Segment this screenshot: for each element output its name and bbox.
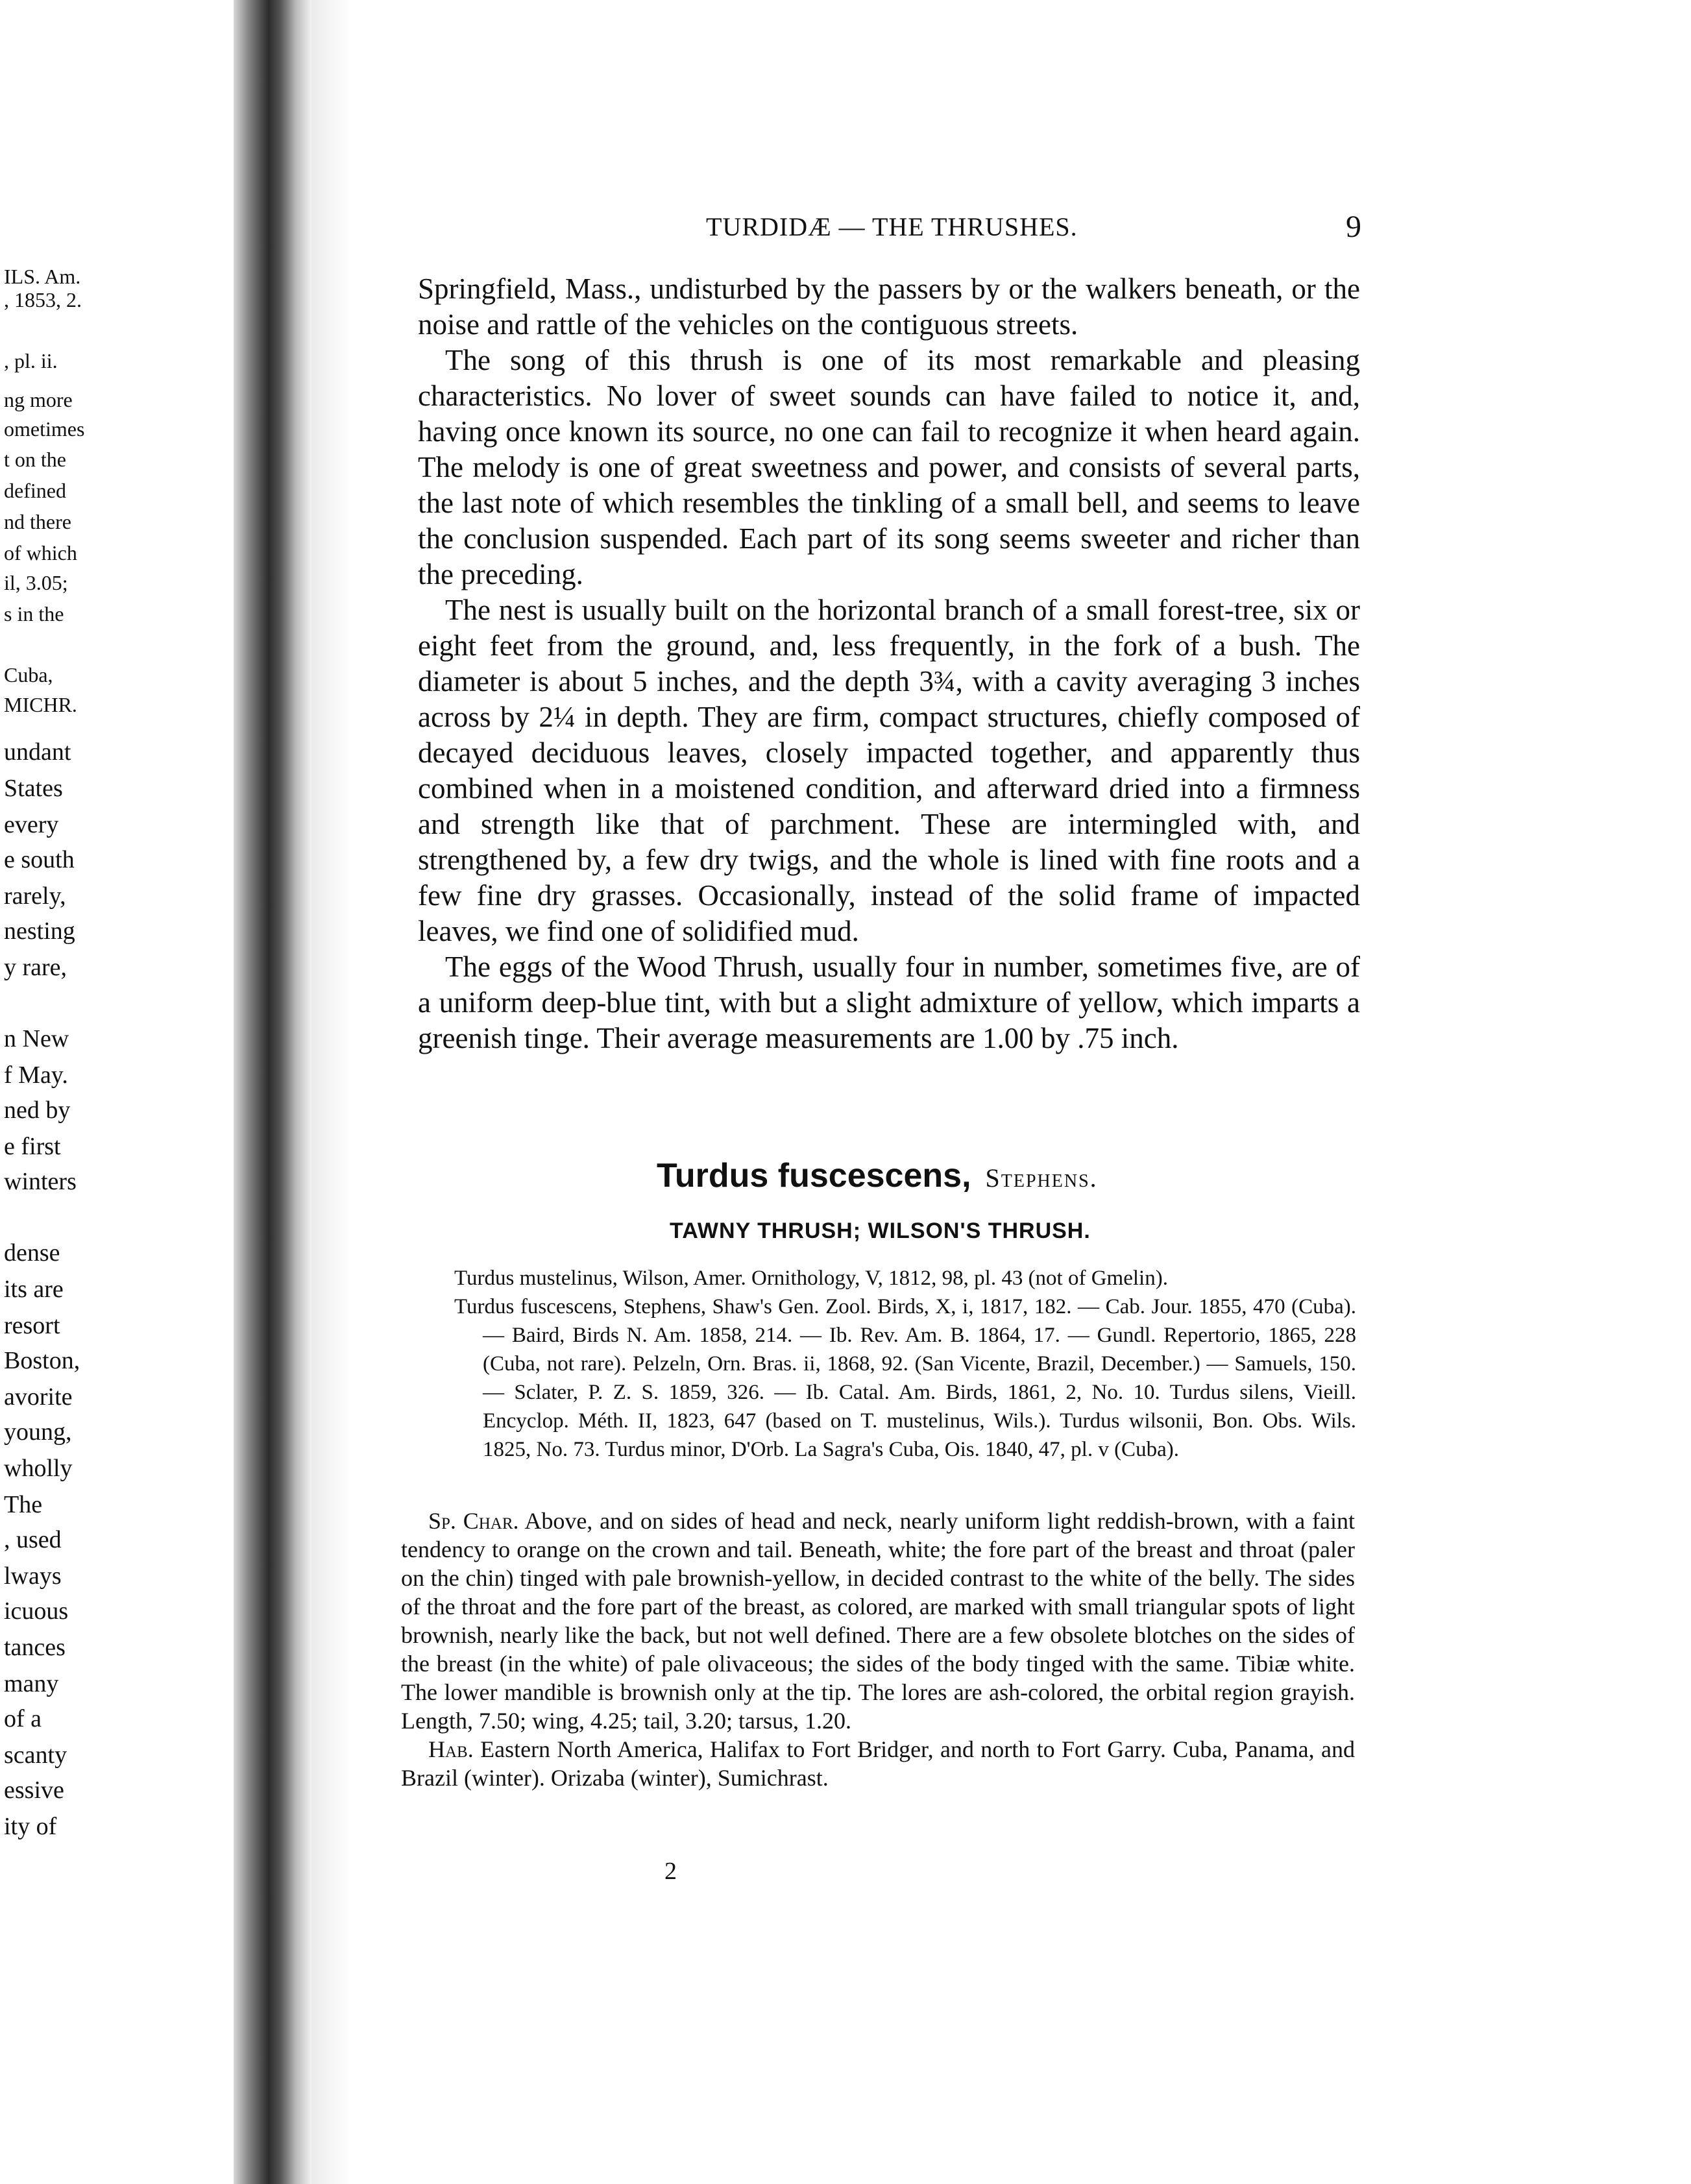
prev-page-line: essive bbox=[4, 1777, 64, 1804]
synonym-entry-1: Turdus mustelinus, Wilson, Amer. Ornithology, V, 1812, 98, pl. 43 (not of Gmelin). bbox=[454, 1267, 1168, 1290]
prev-page-line: Boston, bbox=[4, 1347, 80, 1374]
prev-page-line: s in the bbox=[4, 602, 64, 625]
prev-page-line: wholly bbox=[4, 1455, 73, 1482]
sp-char-label: Sp. Char. bbox=[428, 1508, 519, 1534]
prev-page-line: nesting bbox=[4, 917, 75, 945]
paragraph-1: Springfield, Mass., undisturbed by the passers by or the walkers beneath, or the noise and rattle of the vehicles on the contiguous streets. bbox=[418, 273, 1360, 341]
prev-page-line: of which bbox=[4, 541, 77, 564]
prev-page-line: of a bbox=[4, 1705, 42, 1732]
prev-page-line: scanty bbox=[4, 1741, 67, 1769]
prev-page-line: , pl. ii. bbox=[4, 349, 58, 372]
paragraph-4: The eggs of the Wood Thrush, usually four in number, sometimes five, are of a uniform deep-blue tint, with but a slight admixture of yellow, which imparts a greenish tinge. Their average measurements are 1.00 by .75 inch. bbox=[418, 951, 1360, 1054]
prev-page-line: e south bbox=[4, 846, 75, 873]
book-gutter-shadow bbox=[234, 0, 311, 2184]
prev-page-line: , used bbox=[4, 1526, 62, 1553]
prev-page-line: lways bbox=[4, 1562, 62, 1590]
prev-page-line: young, bbox=[4, 1418, 72, 1446]
prev-page-line: defined bbox=[4, 479, 66, 502]
paragraph-3: The nest is usually built on the horizontal branch of a small forest-tree, six or eight feet from the ground, and, less frequently, in the fork of a bush. The diameter is about 5 inches, and the depth 3¾, with a cavity averaging 3 inches across by 2¼ in depth. They are firm, compact structures, chiefly composed of decayed deciduous leaves, closely impacted together, and apparently thus combined when in a moistened condition, and afterward dried into a firmness and strength like that of parchment. These are intermingled with, and strengthened by, a few dry twigs, and the whole is lined with fine roots and a few fine dry grasses. Occasionally, instead of the solid frame of impacted leaves, we find one of solidified mud. bbox=[418, 594, 1360, 947]
prev-page-line: dense bbox=[4, 1239, 60, 1267]
prev-page-line: ometimes bbox=[4, 417, 85, 441]
prev-page-line: undant bbox=[4, 738, 71, 766]
prev-page-line: il, 3.05; bbox=[4, 571, 68, 594]
hab-text: Eastern North America, Halifax to Fort Bridger, and north to Fort Garry. Cuba, Panama, and Brazil (winter). Orizaba (winter), Sumichrast. bbox=[401, 1736, 1355, 1791]
synonymy bbox=[454, 1264, 1356, 1464]
species-heading bbox=[657, 1156, 1098, 1195]
prev-page-line: e first bbox=[4, 1133, 61, 1160]
prev-page-line: The bbox=[4, 1491, 43, 1518]
prev-page-line: avorite bbox=[4, 1383, 73, 1411]
prev-page-line: many bbox=[4, 1670, 59, 1697]
paragraph-2: The song of this thrush is one of its most remarkable and pleasing characteristics. No lover of sweet sounds can have failed to notice it, and, having once known its source, no one can fail to recognize it when heard again. The melody is one of great sweetness and power, and consists of several parts, the last note of which resembles the tinkling of a small bell, and seems to leave the conclusion suspended. Each part of its song seems sweeter and richer than the preceding. bbox=[418, 344, 1360, 590]
species-name: Turdus fuscescens, bbox=[657, 1157, 971, 1195]
prev-page-line: resort bbox=[4, 1312, 60, 1339]
body-text bbox=[418, 271, 1360, 1056]
prev-page-line: nd there bbox=[4, 510, 71, 533]
sp-char-text: Above, and on sides of head and neck, nearly uniform light reddish-brown, with a faint tendency to orange on the crown and tail. Beneath, white; the fore part of the breast and throat (paler on the chin) tinged with pale brownish-yellow, in decided contrast to the white of the belly. The sides of the throat and the fore part of the breast, as colored, are marked with small triangular spots of light brownish, nearly like the back, but not well defined. There are a few obsolete blotches on the sides of the breast (in the white) of pale olivaceous; the sides of the body tinged with the same. Tibiæ white. The lower mandible is brownish only at the tip. The lores are ash-colored, the orbital region grayish. Length, 7.50; wing, 4.25; tail, 3.20; tarsus, 1.20. bbox=[401, 1508, 1355, 1734]
prev-page-line: ILS. Am. bbox=[4, 265, 81, 288]
prev-page-line: rarely, bbox=[4, 882, 66, 910]
prev-page-line: ity of bbox=[4, 1813, 57, 1840]
previous-page-fragment bbox=[0, 0, 234, 2184]
prev-page-line: MICHR. bbox=[4, 693, 77, 716]
prev-page-line: its are bbox=[4, 1276, 64, 1303]
page-number: 9 bbox=[1346, 210, 1361, 244]
prev-page-line: ned by bbox=[4, 1097, 71, 1124]
prev-page-line: every bbox=[4, 811, 59, 838]
running-head: TURDIDÆ — THE THRUSHES. bbox=[706, 212, 1078, 241]
prev-page-line: winters bbox=[4, 1168, 77, 1195]
synonym-entry-2: Turdus fuscescens, Stephens, Shaw's Gen. Zool. Birds, X, i, 1817, 182. — Cab. Jour. 1855, 470 (Cuba). — Baird, Birds N. Am. 1858, 214. — Ib. Rev. Am. B. 1864, 17. — Gundl. Repertorio, 1865, 228 (Cuba, not rare). Pelzeln, Orn. Bras. ii, 1868, 92. (San Vicente, Brazil, December.) — Samuels, 150. — Sclater, P. Z. S. 1859, 326. — Ib. Catal. Am. Birds, 1861, 2, No. 10. Turdus silens, Vieill. Encyclop. Méth. II, 1823, 647 (based on T. mustelinus, Wils.). Turdus wilsonii, Bon. Obs. Wils. 1825, No. 73. Turdus minor, D'Orb. La Sagra's Cuba, Ois. 1840, 47, pl. v (Cuba). bbox=[454, 1295, 1356, 1461]
prev-page-line: icuous bbox=[4, 1597, 69, 1625]
prev-page-line: tances bbox=[4, 1634, 66, 1661]
prev-page-line: States bbox=[4, 775, 63, 802]
signature-mark: 2 bbox=[664, 1858, 677, 1885]
main-page bbox=[389, 0, 1691, 2184]
hab-label: Hab. bbox=[428, 1736, 474, 1762]
species-description bbox=[401, 1507, 1355, 1792]
prev-page-line: y rare, bbox=[4, 954, 67, 981]
prev-page-line: f May. bbox=[4, 1062, 68, 1089]
prev-page-line: t on the bbox=[4, 448, 66, 471]
prev-page-line: , 1853, 2. bbox=[4, 288, 82, 311]
common-name: TAWNY THRUSH; WILSON'S THRUSH. bbox=[670, 1219, 1091, 1243]
habitat bbox=[401, 1735, 1355, 1792]
gutter-soft-shadow bbox=[311, 0, 350, 2184]
specific-characters bbox=[401, 1507, 1355, 1735]
species-author: Stephens. bbox=[985, 1163, 1098, 1193]
prev-page-line: n New bbox=[4, 1025, 69, 1052]
prev-page-line: ng more bbox=[4, 388, 73, 411]
prev-page-line: Cuba, bbox=[4, 663, 53, 686]
